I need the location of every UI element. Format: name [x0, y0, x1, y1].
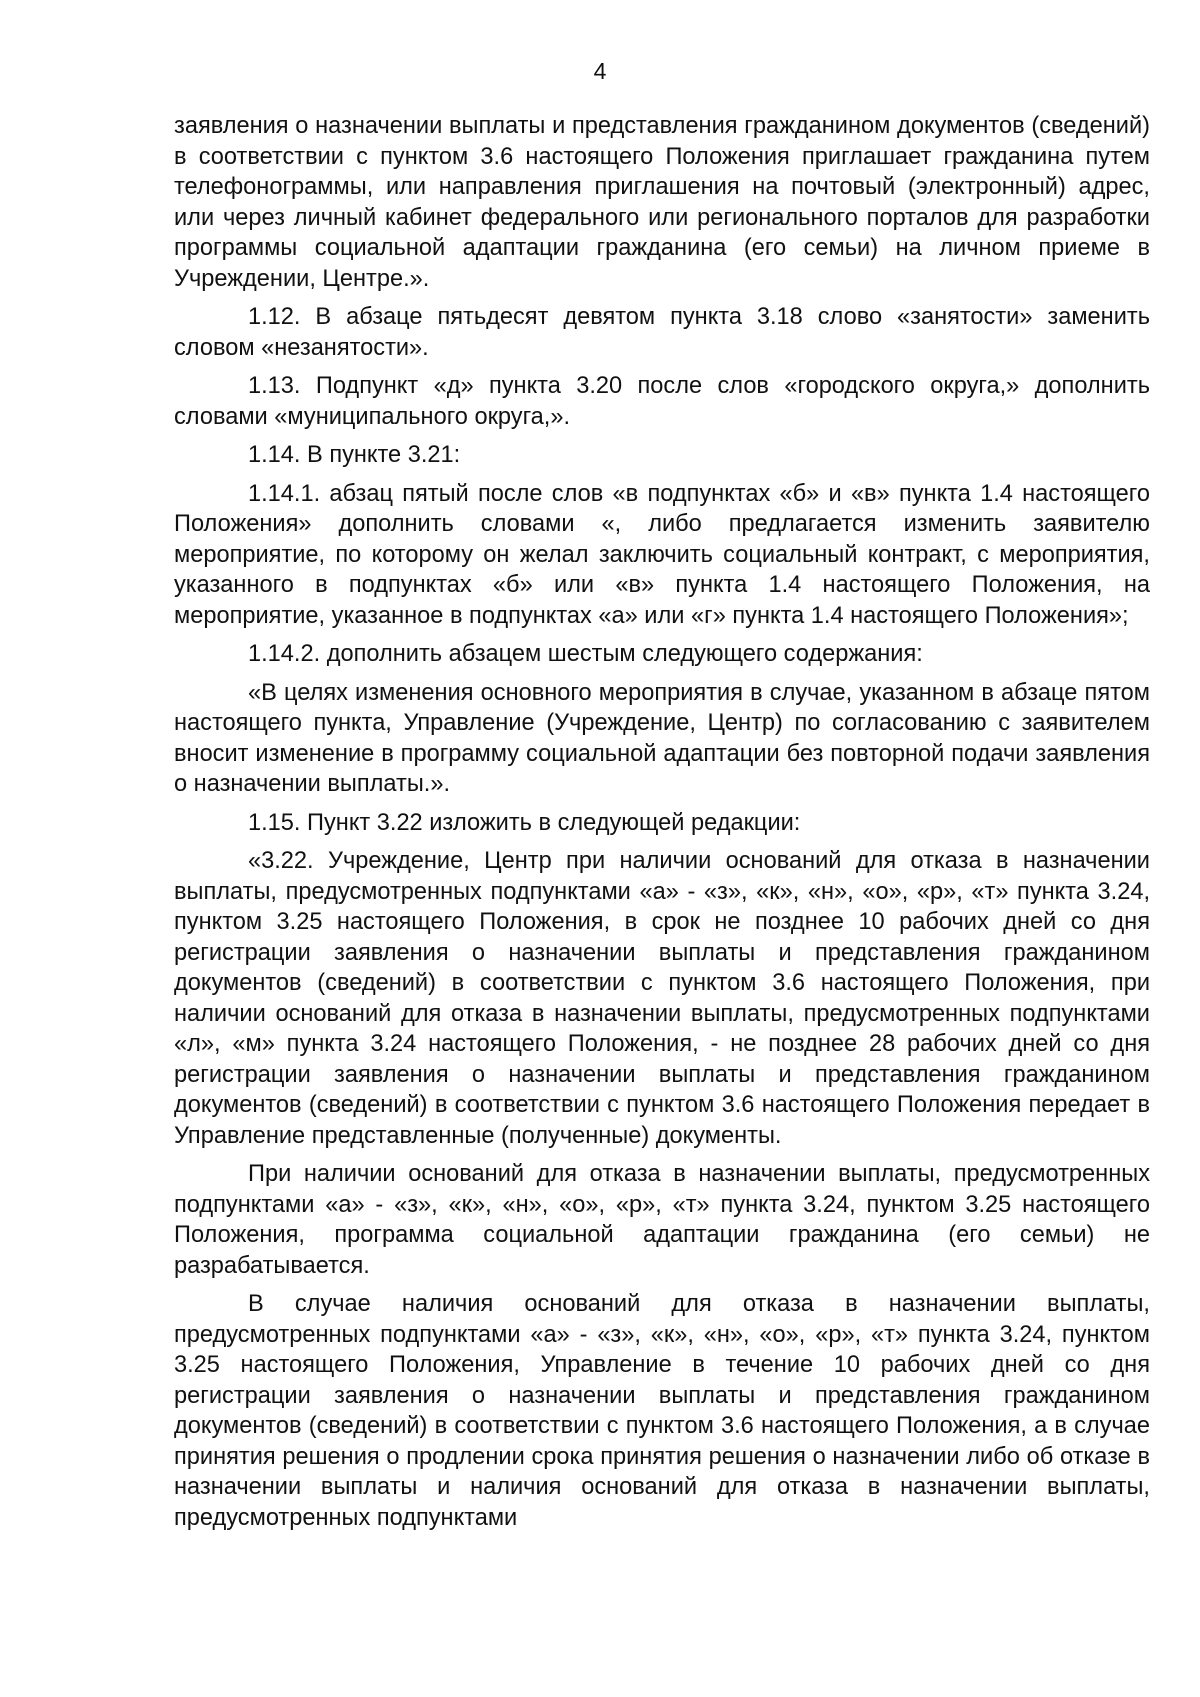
paragraph-3-22: «3.22. Учреждение, Центр при наличии оснований для отказа в назначении выплаты, предусмотренных подпунктами «а» - «з», «к», «н», «о», «р», «т» пункта 3.24, пунктом 3.25 настоящего Положения, в срок не позднее 10 рабочих дней со дня регистрации заявления о назначении выплаты и представления гражданином документов (сведений) в соответствии с пунктом 3.6 настоящего Положения, при наличии оснований для отказа в назначении выплаты, предусмотренных подпунктами «л», «м» пункта 3.24 настоящего Положения, - не позднее 28 рабочих дней со дня регистрации заявления о назначении выплаты и представления гражданином документов (сведений) в соответствии с пунктом 3.6 настоящего Положения передает в Управление представленные (полученные) документы.	[174, 848, 1150, 1149]
paragraph-refusal-case: В случае наличия оснований для отказа в назначении выплаты, предусмотренных подпунктами «а» - «з», «к», «н», «о», «р», «т» пункта 3.24, пунктом 3.25 настоящего Положения, Управление в течение 10 рабочих дней со дня регистрации заявления о назначении выплаты и представления гражданином документов (сведений) в соответствии с пунктом 3.6 настоящего Положения, а в случае принятия решения о продлении срока принятия решения о назначении либо об отказе в назначении выплаты и наличия оснований для отказа в назначении выплаты, предусмотренных подпунктами	[174, 1291, 1150, 1531]
paragraph-1-15: 1.15. Пункт 3.22 изложить в следующей редакции:	[248, 809, 801, 836]
paragraph-1-14-2: 1.14.2. дополнить абзацем шестым следующего содержания:	[248, 641, 923, 667]
paragraph-1-13: 1.13. Подпункт «д» пункта 3.20 после слов «городского округа,» дополнить словами «муниципального округа,».	[174, 373, 1150, 430]
paragraph-1-14-1: 1.14.1. абзац пятый после слов «в подпунктах «б» и «в» пункта 1.4 настоящего Положения» дополнить словами «, либо предлагается изменить заявителю мероприятие, по которому он желал заключить социальный контракт, с мероприятия, указанного в подпунктах «б» или «в» пункта 1.4 настоящего Положения, на мероприятие, указанное в подпунктах «а» или «г» пункта 1.4 настоящего Положения»;	[174, 480, 1150, 629]
paragraph-refusal-grounds: При наличии оснований для отказа в назначении выплаты, предусмотренных подпунктами «а» - «з», «к», «н», «о», «р», «т» пункта 3.24, пунктом 3.25 настоящего Положения, программа социальной адаптации гражданина (его семьи) не разрабатывается.	[174, 1161, 1150, 1279]
paragraph-1-14: 1.14. В пункте 3.21:	[248, 442, 461, 468]
page-number: 4	[593, 58, 607, 84]
paragraph-1-12: 1.12. В абзаце пятьдесят девятом пункта 3.18 слово «занятости» заменить словом «незанятости».	[174, 304, 1150, 361]
paragraph-continuation: заявления о назначении выплаты и представления гражданином документов (сведений) в соответствии с пунктом 3.6 настоящего Положения приглашает гражданина путем телефонограммы, или направления приглашения на почтовый (электронный) адрес, или через личный кабинет федерального или регионального порталов для разработки программы социальной адаптации гражданина (его семьи) на личном приеме в Учреждении, Центре.».	[174, 113, 1150, 292]
document-body	[174, 111, 1150, 1533]
paragraph-quote-change-measure: «В целях изменения основного мероприятия в случае, указанном в абзаце пятом настоящего пункта, Управление (Учреждение, Центр) по согласованию с заявителем вносит изменение в программу социальной адаптации без повторной подачи заявления о назначении выплаты.».	[174, 679, 1150, 797]
